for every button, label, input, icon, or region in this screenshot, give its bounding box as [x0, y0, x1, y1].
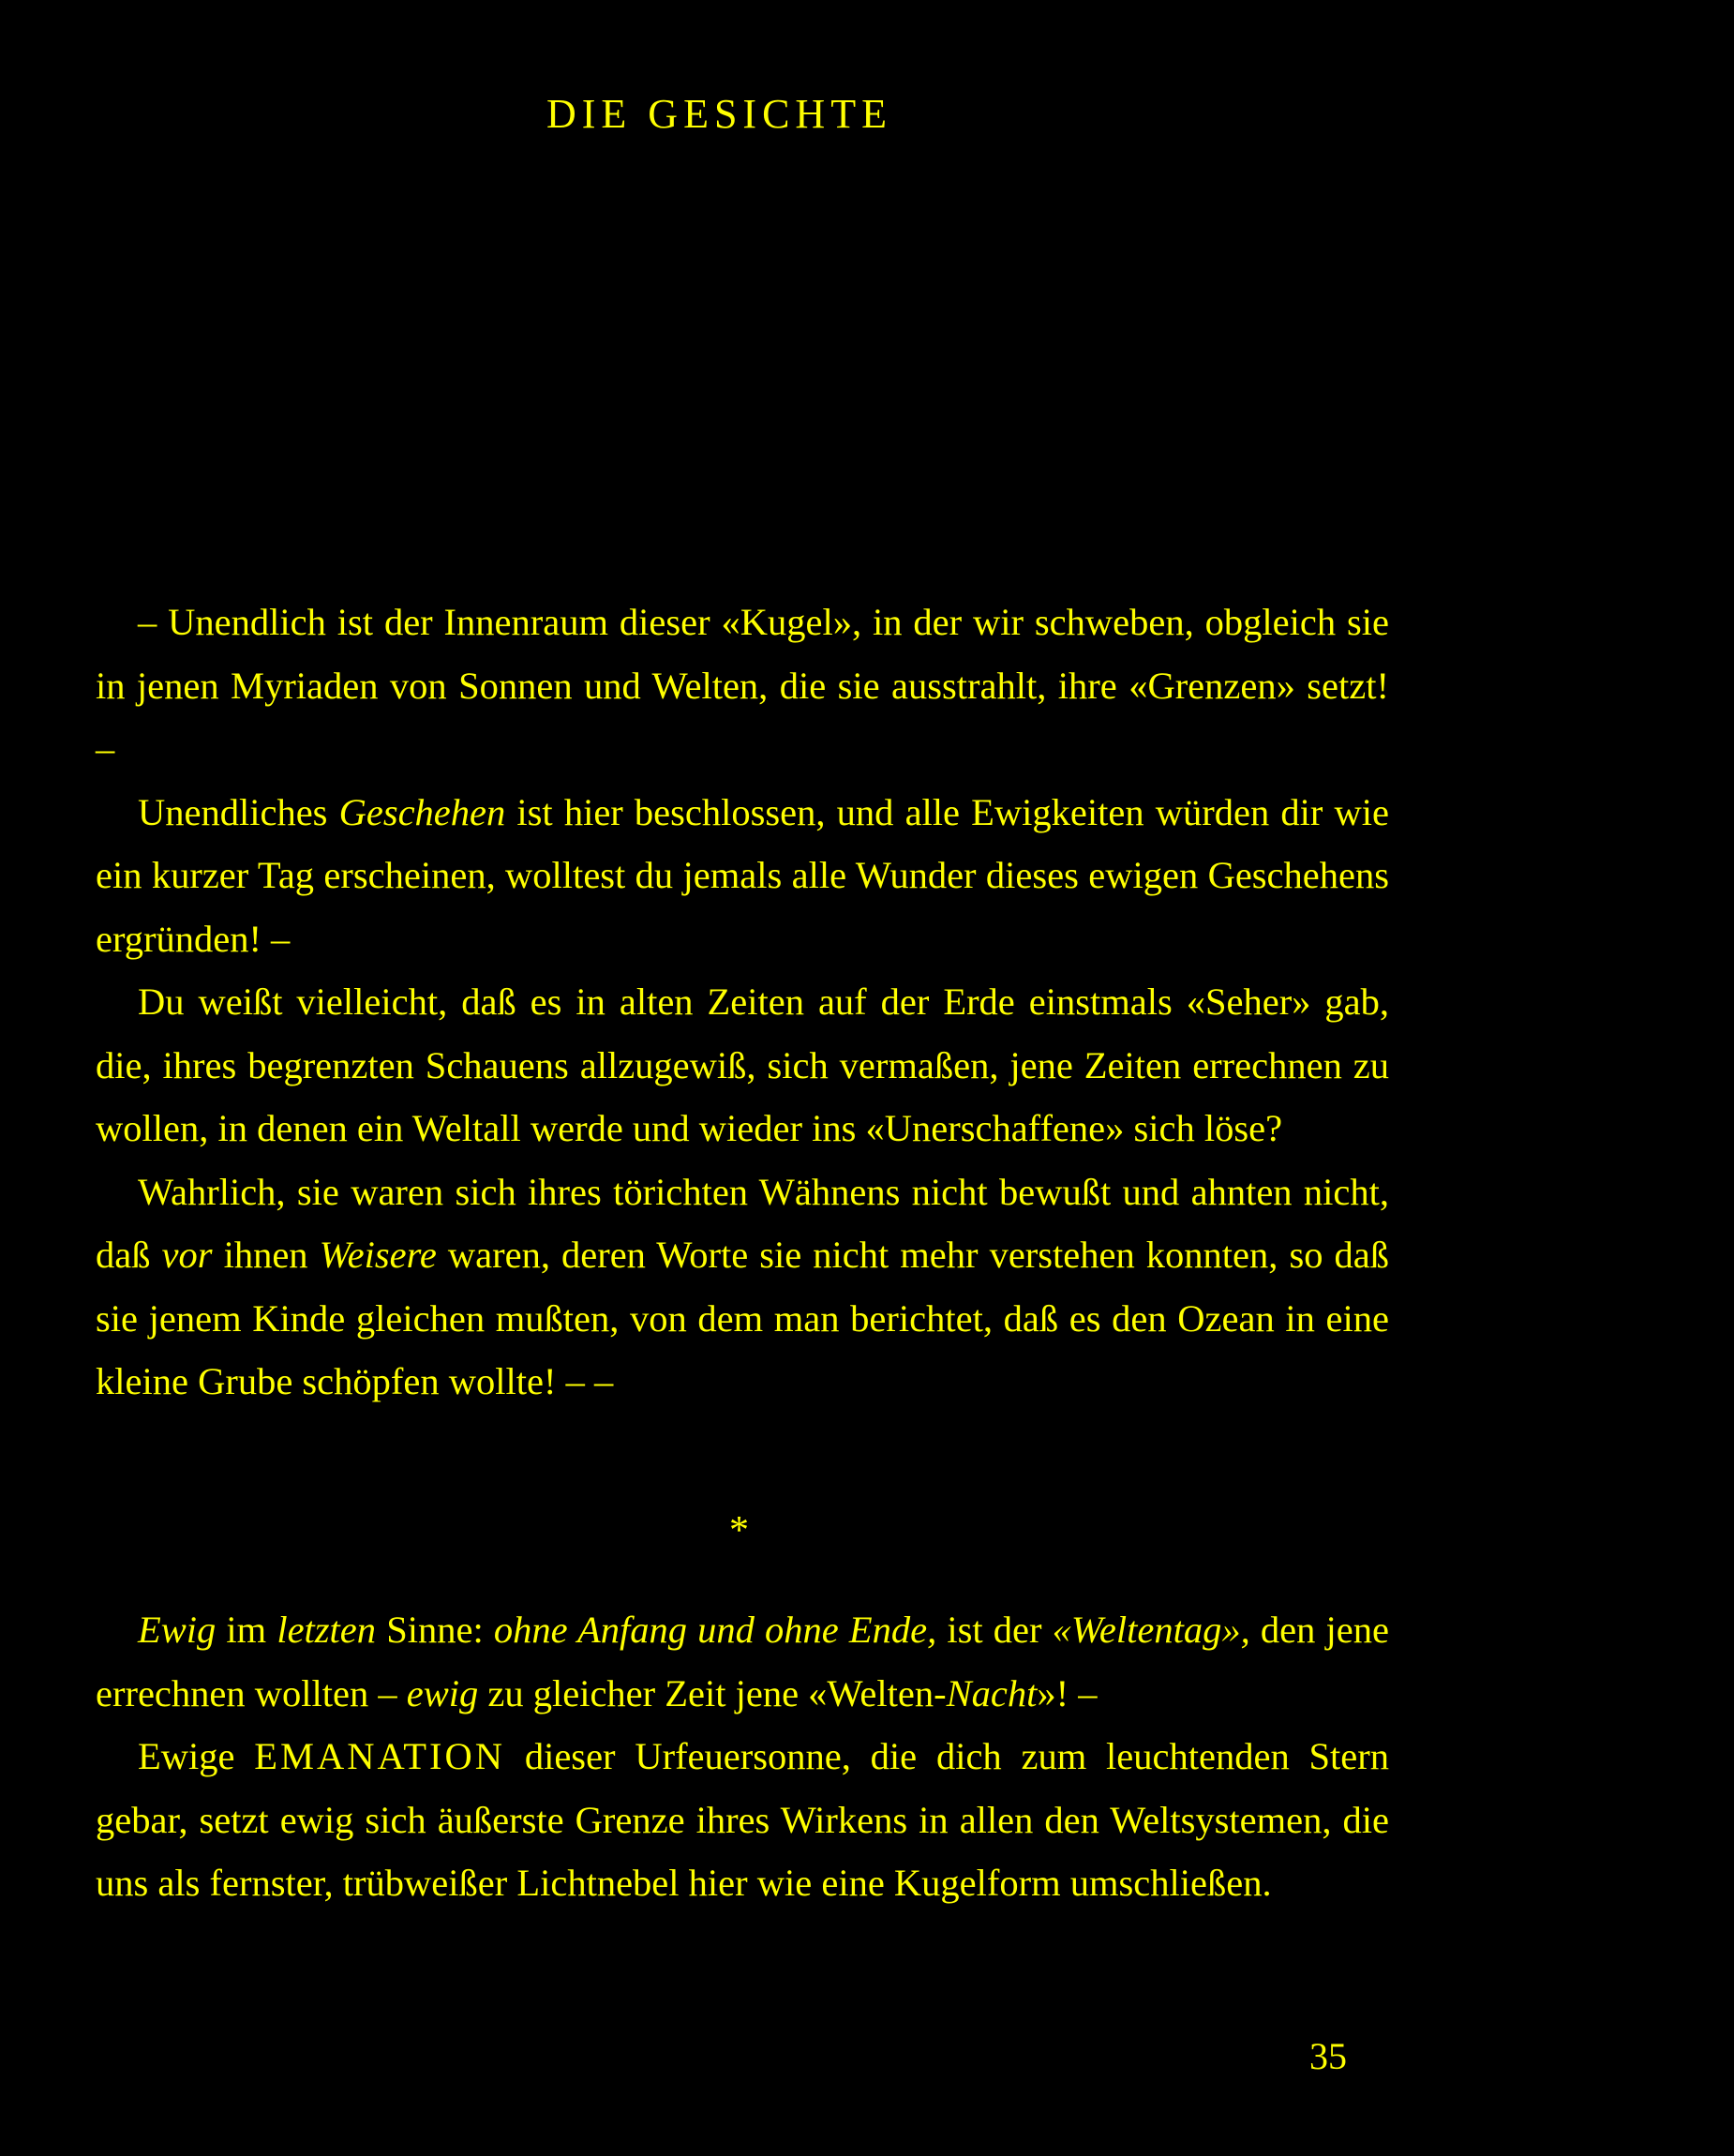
text-block-2	[96, 1598, 1389, 1915]
text-run: Unendliches	[138, 790, 339, 833]
emphasis-text: Ewig	[138, 1609, 217, 1651]
paragraph	[96, 781, 1389, 971]
emphasis-text: Geschehen	[338, 790, 506, 833]
emphasis-text: ewig	[406, 1671, 479, 1714]
emphasis-text: «Weltentag»,	[1052, 1609, 1250, 1651]
page-number: 35	[1309, 2035, 1347, 2077]
text-run: »! –	[1037, 1671, 1098, 1714]
text-run: Sinne:	[376, 1609, 494, 1651]
text-run: im	[216, 1609, 277, 1651]
text-run: – Unendlich ist der Innenraum dieser «Kugel», in der wir schweben, obgleich sie in jenen Myriaden von Sonnen und Welten, die sie ausstrahlt, ihre «Grenzen» setzt! –	[96, 601, 1389, 770]
text-run: Du weißt vielleicht, daß es in alten Zeiten auf der Erde einstmals «Seher» gab, die, ihres begrenzten Schauens allzugewiß, sich vermaßen, jene Zeiten errechnen zu wollen, in denen ein Weltall werde und wieder ins «Unerschaffene» sich löse?	[96, 981, 1389, 1149]
paragraph	[96, 970, 1389, 1160]
text-run: Ewige	[138, 1735, 255, 1777]
emphasis-text: letzten	[277, 1609, 377, 1651]
emphasis-text: vor	[161, 1234, 213, 1276]
text-run: Wahrlich, sie waren sich ihres törichten Wähnens nicht bewußt und ahnten nicht, daß	[96, 1170, 1389, 1276]
text-run: ist hier beschlossen, und alle Ewigkeiten würden dir wie ein kurzer Tag erscheinen, wolltest du jemals alle Wunder dieses ewigen Geschehens ergründen! –	[96, 790, 1389, 960]
paragraph	[96, 1725, 1389, 1915]
text-run: waren, deren Worte sie nicht mehr verstehen konnten, so daß sie jenem Kinde gleichen mußten, von dem man berichtet, daß es den Ozean in eine kleine Grube schöpfen wollte! – –	[96, 1234, 1389, 1402]
text-run: ihnen	[212, 1234, 320, 1276]
paragraph	[96, 1598, 1389, 1725]
emphasis-text: Weisere	[319, 1234, 437, 1276]
emphasis-text: Nacht	[946, 1671, 1038, 1714]
text-run: ist der	[936, 1609, 1053, 1651]
text-run: EMANATION	[254, 1735, 506, 1777]
text-run: zu gleicher Zeit jene «Welten-	[478, 1671, 947, 1714]
text-run: den jene errechnen wollten –	[96, 1609, 1389, 1714]
text-run: dieser Urfeuersonne, die dich zum leuchtenden Stern gebar, setzt ewig sich äußerste Grenze ihres Wirkens in allen den Weltsystemen, die uns als fernster, trübweißer Lichtnebel hier wie eine Kugelform umschließen.	[96, 1735, 1389, 1904]
section-separator: *	[729, 1509, 749, 1552]
paragraph	[96, 591, 1389, 781]
text-block-1	[96, 591, 1389, 1414]
paragraph	[96, 1160, 1389, 1414]
running-header: DIE GESICHTE	[546, 91, 892, 137]
emphasis-text: ohne Anfang und ohne Ende,	[493, 1609, 937, 1651]
